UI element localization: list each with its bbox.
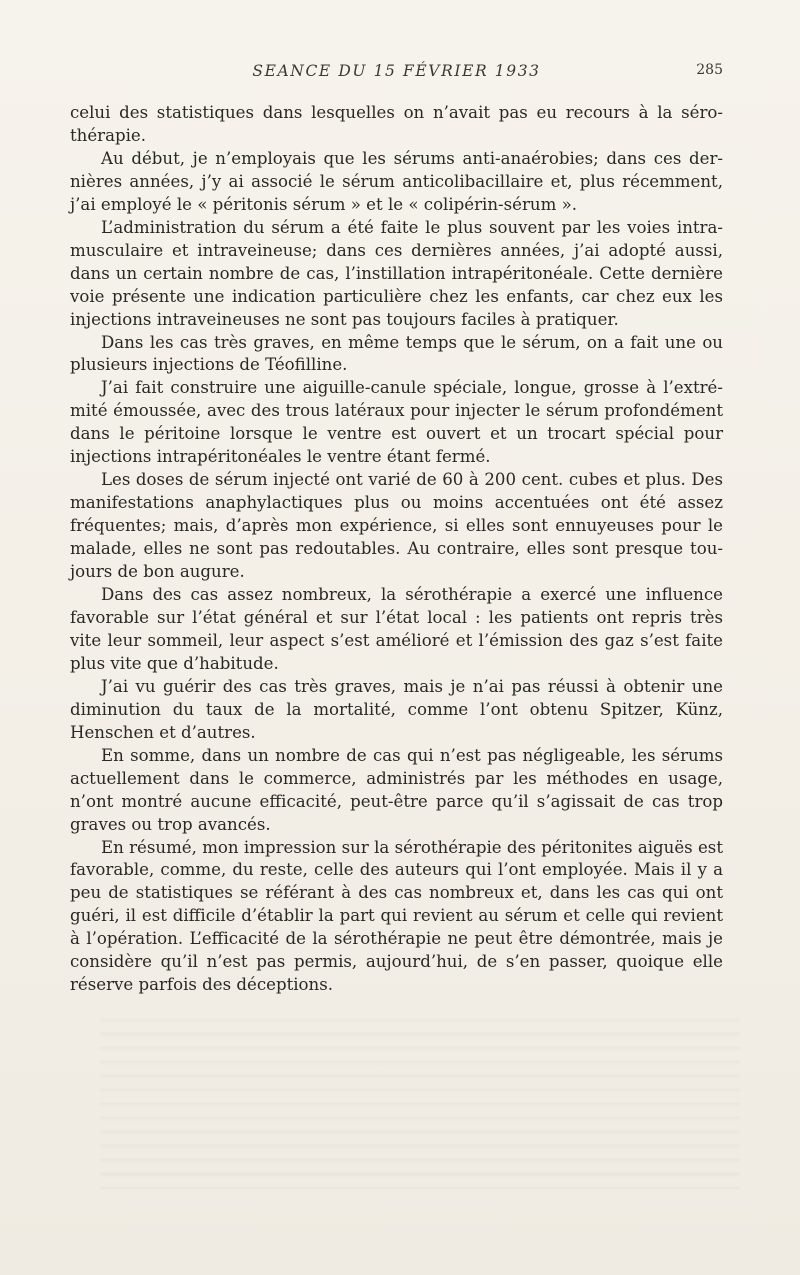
paragraph-10: En résumé, mon impression sur la sérothérapie des péritonites aiguës est favorable, comme, du reste, celle des auteurs qui l’ont employée. Mais il y a peu de statistiques se référant à des cas nombreux et, dans les cas qui ont guéri, il est difficile d’établir la part qui revient au sérum et celle qui revient à l’opération. L’efficacité de la sérothérapie ne peut être démontrée, mais je considère qu’il n’est pas permis, aujourd’hui, de s’en passer, quoique elle réserve parfois des déceptions.	[70, 837, 723, 995]
paragraph-5: J’ai fait construire une aiguille-canule spéciale, longue, grosse à l’extrémité émoussée, avec des trous latéraux pour injecter le sérum profondément dans le péritoine lorsque le ventre est ouvert et un trocart spécial pour injections intrapéritonéales le ventre étant fermé.	[70, 378, 723, 467]
paragraph-1: celui des statistiques dans lesquelles on n’avait pas eu recours à la sérothérapie.	[70, 103, 723, 145]
running-header	[70, 62, 723, 86]
reverse-side-bleed-through	[100, 1010, 740, 1190]
paragraph-2: Au début, je n’employais que les sérums anti-anaérobies; dans ces dernières années, j’y ai associé le sérum anticolibacillaire et, plus récemment, j’ai employé le « péritonis sérum » et le « colipérin-sérum ».	[70, 148, 723, 214]
page-number: 285	[696, 62, 723, 78]
paragraph-9: En somme, dans un nombre de cas qui n’est pas négligeable, les sérums actuellement dans le commerce, administrés par les méthodes en usage, n’ont montré aucune efficacité, peut-être parce qu’il s’agissait de cas trop graves ou trop avancés.	[70, 745, 723, 834]
paragraph-8: J’ai vu guérir des cas très graves, mais je n’ai pas réussi à obtenir une diminution du taux de la mortalité, comme l’ont obtenu Spitzer, Künz, Henschen et d’autres.	[70, 676, 723, 742]
body-text	[70, 102, 723, 997]
paragraph-6: Les doses de sérum injecté ont varié de 60 à 200 cent. cubes et plus. Des manifestations anaphylactiques plus ou moins accentuées ont été assez fréquentes; mais, d’après mon expérience, si elles sont ennuyeuses pour le malade, elles ne sont pas redoutables. Au contraire, elles sont presque toujours de bon augure.	[70, 470, 723, 582]
running-title: SEANCE DU 15 FÉVRIER 1933	[252, 62, 541, 80]
paragraph-4: Dans les cas très graves, en même temps que le sérum, on a fait une ou plusieurs injections de Téofilline.	[70, 332, 723, 375]
paragraph-3: L’administration du sérum a été faite le plus souvent par les voies intramusculaire et intraveineuse; dans ces dernières années, j’ai adopté aussi, dans un certain nombre de cas, l’instillation intrapéritonéale. Cette dernière voie présente une indication particulière chez les enfants, car chez eux les injections intraveineuses ne sont pas toujours faciles à pratiquer.	[70, 217, 723, 329]
paragraph-7: Dans des cas assez nombreux, la sérothérapie a exercé une influence favorable sur l’état général et sur l’état local : les patients ont repris très vite leur sommeil, leur aspect s’est amélioré et l’émission des gaz s’est faite plus vite que d’habitude.	[70, 585, 723, 673]
